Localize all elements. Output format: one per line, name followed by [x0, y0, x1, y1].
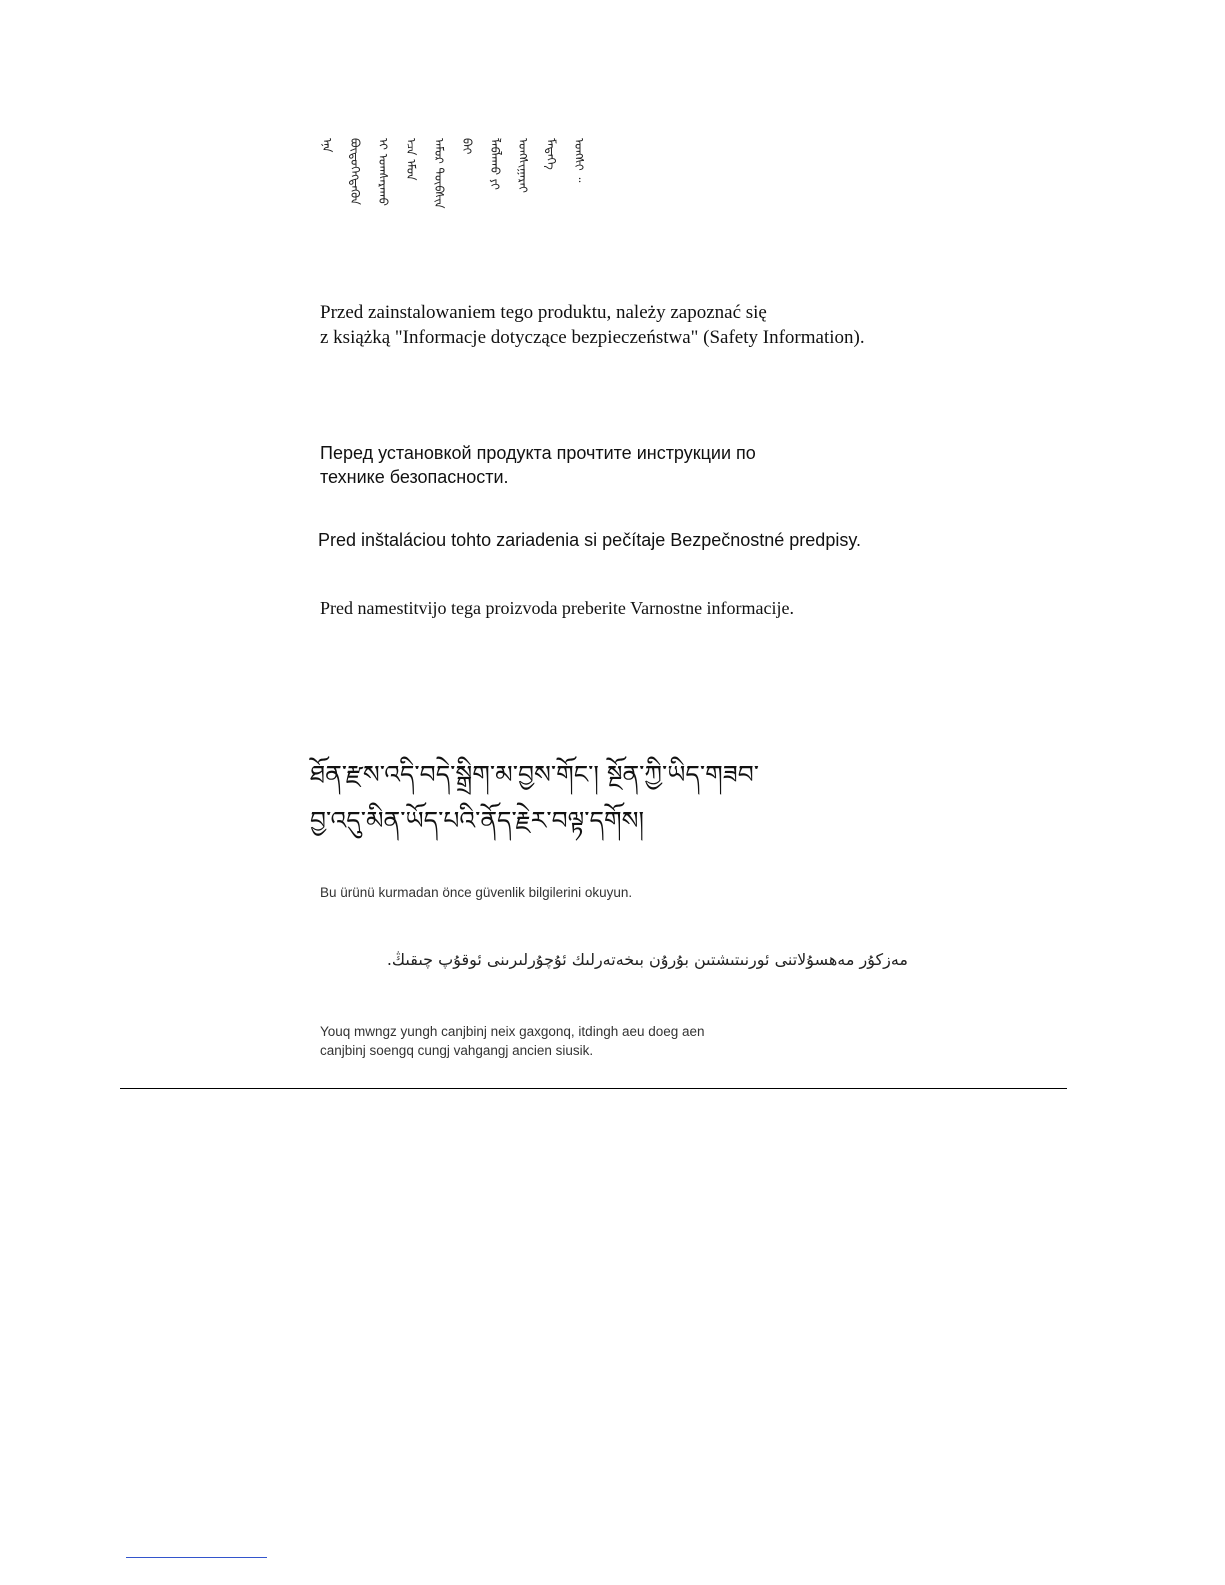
mongolian-column: ᠯᠠᠪᠯᠠᠬᠤ ᠶᠢ [488, 138, 502, 190]
tibetan-line: ཐོན་རྫས་འདི་བདེ་སྒྲིག་མ་བྱས་གོང་། སྔོན་ཀྱི་ཡིད་གཟབ་ [310, 760, 759, 789]
slovak-safety-notice [318, 529, 861, 551]
russian-line: Перед установкой продукта прочтите инструкции по [320, 443, 756, 463]
tibetan-line: བྱ་འདུ་མིན་ཡོད་པའི་ནོད་རྗེར་བལྟ་དགོས། [310, 806, 645, 835]
tibetan-safety-notice [310, 752, 759, 844]
mongolian-column: ᠤᠩᠰᠢᠭᠠᠷᠠᠢ [516, 138, 530, 193]
mongolian-column: ᠠᠮᠤᠷ ᠲᠦᠪᠰᠢᠨ [432, 138, 446, 209]
slovak-line: Pred inštaláciou tohto zariadenia si pečítaje Bezpečnostné predpisy. [318, 530, 861, 550]
russian-line: технике безопасности. [320, 467, 509, 487]
mongolian-column: ᠤᠩᠰᠢ ᠃ [572, 138, 586, 183]
zhuang-line: canjbinj soengq cungj vahgangj ancien siusik. [320, 1043, 594, 1058]
mongolian-column: ᠪᠦᠲᠦᠭᠡᠭᠳᠡᠬᠦᠨ [348, 138, 362, 205]
polish-line: Przed zainstalowaniem tego produktu, należy zapoznać się [320, 302, 767, 323]
mongolian-column: ᠢ ᠤᠭᠰᠠᠷᠠᠬᠤ [376, 138, 390, 206]
mongolian-column: ᠮᠡᠳᠡᠭᠡ [544, 138, 558, 170]
polish-safety-notice [320, 300, 865, 350]
polish-line: z książką "Informacje dotyczące bezpieczeństwa" (Safety Information). [320, 327, 865, 348]
uyghur-line: مەزكۇر مەھسۇلاتنى ئورنىتىشتىن بۇرۇن بىخەتەرلىك ئۇچۇرلىرىنى ئوقۇپ چىقىڭ. [386, 950, 908, 969]
slovene-safety-notice [320, 597, 794, 619]
section-divider [120, 1088, 1067, 1089]
footnote-separator [126, 1557, 267, 1558]
mongolian-column: ᠡᠨᠡ [320, 138, 334, 153]
zhuang-safety-notice [320, 1022, 705, 1060]
mongolian-column: ᠪᠠᠢ [460, 138, 474, 155]
mongolian-safety-notice [320, 138, 586, 210]
uyghur-safety-notice [310, 948, 908, 972]
russian-safety-notice [320, 441, 756, 489]
turkish-line: Bu ürünü kurmadan önce güvenlik bilgilerini okuyun. [320, 885, 633, 900]
mongolian-column: ᠡᠴᠡ ᠡᠮᠦᠨ [404, 138, 418, 181]
slovene-line: Pred namestitvijo tega proizvoda preberite Varnostne informacije. [320, 598, 795, 618]
turkish-safety-notice [320, 884, 632, 902]
zhuang-line: Youq mwngz yungh canjbinj neix gaxgonq, itdingh aeu doeg aen [320, 1024, 705, 1039]
